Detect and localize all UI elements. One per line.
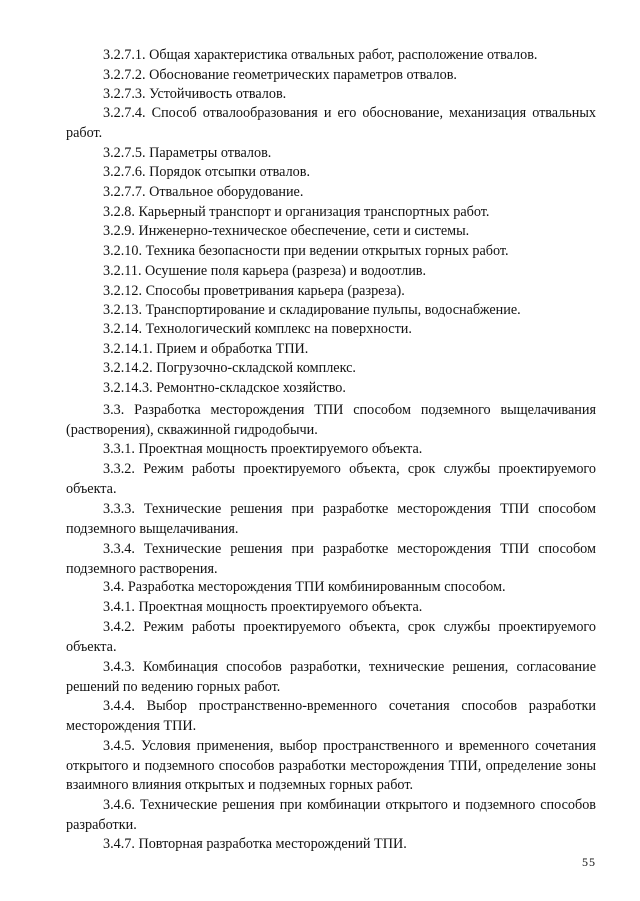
- paragraph: 3.4.2. Режим работы проектируемого объекта, срок службы проектируемого объекта.: [66, 619, 596, 655]
- paragraph: 3.4.6. Технические решения при комбинации открытого и подземного способов разработки.: [66, 797, 596, 833]
- paragraph: 3.4.1. Проектная мощность проектируемого объекта.: [103, 599, 423, 615]
- paragraph: 3.2.9. Инженерно-техническое обеспечение, сети и системы.: [103, 223, 470, 239]
- paragraph: 3.4.7. Повторная разработка месторождений ТПИ.: [103, 836, 407, 852]
- paragraph: 3.2.7.5. Параметры отвалов.: [103, 145, 272, 161]
- paragraph: 3.2.14.3. Ремонтно-складское хозяйство.: [103, 380, 346, 396]
- paragraph: 3.2.14. Технологический комплекс на поверхности.: [103, 321, 412, 337]
- paragraph: 3.4.3. Комбинация способов разработки, технические решения, согласование решений по ведению горных работ.: [66, 659, 596, 695]
- paragraph: 3.2.7.2. Обоснование геометрических параметров отвалов.: [103, 67, 457, 83]
- page-number: 55: [582, 855, 596, 869]
- paragraph: 3.2.14.2. Погрузочно-складской комплекс.: [103, 360, 356, 376]
- paragraph: 3.2.7.4. Способ отвалообразования и его обоснование, механизация отвальных работ.: [66, 105, 596, 141]
- paragraph: 3.2.11. Осушение поля карьера (разреза) и водоотлив.: [103, 263, 427, 279]
- paragraph: 3.4.5. Условия применения, выбор пространственного и временного сочетания открытого и подземного способов разработки месторождения ТПИ, определение зоны взаимного влияния открытых и подземных горных работ.: [66, 738, 596, 794]
- paragraph: 3.2.7.7. Отвальное оборудование.: [103, 184, 304, 200]
- paragraph: 3.2.14.1. Прием и обработка ТПИ.: [103, 341, 309, 357]
- paragraph: 3.3.1. Проектная мощность проектируемого объекта.: [103, 441, 423, 457]
- paragraph: 3.2.12. Способы проветривания карьера (разреза).: [103, 283, 405, 299]
- paragraph: 3.3. Разработка месторождения ТПИ способом подземного выщелачивания (растворения), скважинной гидродобычи.: [66, 402, 596, 438]
- paragraph: 3.2.7.1. Общая характеристика отвальных работ, расположение отвалов.: [103, 47, 538, 63]
- paragraph: 3.3.2. Режим работы проектируемого объекта, срок службы проектируемого объекта.: [66, 461, 596, 497]
- paragraph: 3.2.7.6. Порядок отсыпки отвалов.: [103, 164, 311, 180]
- paragraph: 3.4. Разработка месторождения ТПИ комбинированным способом.: [103, 579, 506, 595]
- paragraph: 3.3.3. Технические решения при разработке месторождения ТПИ способом подземного выщелачивания.: [66, 501, 596, 537]
- paragraph: 3.2.8. Карьерный транспорт и организация транспортных работ.: [103, 204, 490, 220]
- paragraph: 3.2.10. Техника безопасности при ведении открытых горных работ.: [103, 243, 509, 259]
- paragraph: 3.3.4. Технические решения при разработке месторождения ТПИ способом подземного растворения.: [66, 541, 596, 577]
- paragraph: 3.2.7.3. Устойчивость отвалов.: [103, 86, 287, 102]
- paragraph: 3.2.13. Транспортирование и складирование пульпы, водоснабжение.: [103, 302, 521, 318]
- paragraph: 3.4.4. Выбор пространственно-временного сочетания способов разработки месторождения ТПИ.: [66, 698, 596, 734]
